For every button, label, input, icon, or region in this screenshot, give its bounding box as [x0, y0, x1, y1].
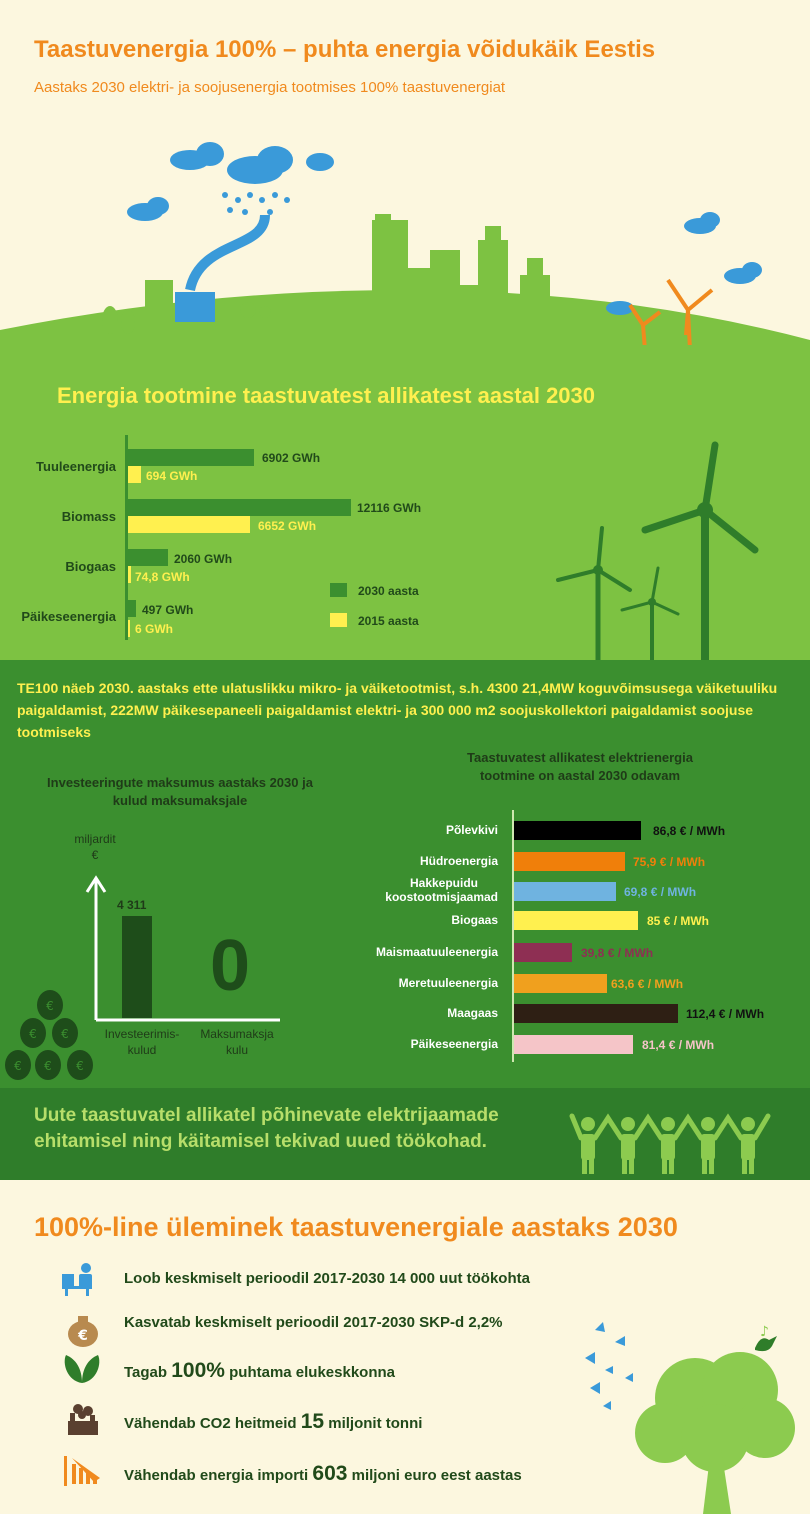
jobs-description: Uute taastuvatel allikatel põhinevate elektrijaamade ehitamisel ning käitamisel tekivad uued töökohad.: [34, 1105, 499, 1152]
svg-text:€: €: [76, 1059, 84, 1073]
page-subtitle: Aastaks 2030 elektri- ja soojusenergia tootmises 100% taastuvenergiat: [34, 79, 506, 96]
transition-title: 100%-line üleminek taastuvenergiale aastaks 2030: [34, 1212, 678, 1242]
transition-item-import: [124, 1462, 522, 1486]
value-2030-tuuleenergia: 6902 GWh: [262, 451, 321, 465]
city-skyline-illustration: [0, 140, 810, 350]
cost-value-paikeseenergia: 81,4 € / MWh: [642, 1038, 715, 1052]
transition-item-environment: [124, 1359, 395, 1383]
svg-text:€: €: [61, 1027, 69, 1041]
cost-value-biogaas: 85 € / MWh: [647, 914, 710, 928]
investment-unit-line2: €: [91, 848, 99, 862]
cost-label-biogaas: Biogaas: [451, 913, 498, 927]
people-holding-hands-icon: [568, 1112, 788, 1176]
cost-value-hudroenergia: 75,9 € / MWh: [633, 855, 706, 869]
factory-smoke-icon: [64, 1403, 102, 1437]
cost-label-meretuuleenergia: Meretuuleenergia: [398, 976, 498, 990]
cost-label-hakkepuidu: Hakkepuidu koostootmisjaamad: [385, 876, 498, 904]
transition-item-gdp: Kasvatab keskmiselt perioodil 2017-2030 SKP-d 2,2%: [124, 1314, 503, 1331]
bar-2015-tuuleenergia: [128, 466, 141, 483]
svg-text:€: €: [29, 1027, 37, 1041]
bar-2030-biomass: [128, 499, 351, 516]
cost-label-polevkivi: Põlevkivi: [445, 823, 498, 837]
money-bag-icon: [66, 1310, 100, 1348]
bar-2015-biogaas: [128, 566, 131, 583]
cost-value-meretuuleenergia: 63,6 € / MWh: [611, 977, 684, 991]
environment-big: 100%: [171, 1359, 225, 1382]
bar-2015-biomass: [128, 516, 250, 533]
cost-bar-maagaas: [514, 1004, 678, 1023]
decline-chart-icon: [64, 1454, 104, 1488]
investment-label-b-line2: kulu: [225, 1043, 248, 1057]
production-chart-title: Energia tootmine taastuvatest allikatest aastal 2030: [57, 383, 596, 408]
bar-2030-tuuleenergia: [128, 449, 254, 466]
cost-bar-biogaas: [514, 911, 638, 930]
co2-big: 15: [300, 1410, 325, 1433]
money-bags-icon: [0, 985, 100, 1090]
cost-value-hakkepuidu: 69,8 € / MWh: [624, 885, 697, 899]
value-2015-biogaas: 74,8 GWh: [135, 570, 190, 584]
cost-bar-maismaatuuleenergia: [514, 943, 572, 962]
investment-axes: [80, 870, 290, 1025]
investment-bar-value: 4 311: [117, 898, 147, 912]
office-worker-icon: [62, 1262, 100, 1296]
legend-2030-label: 2030 aasta: [358, 584, 419, 598]
investment-label-b-line1: Maksumaksja: [200, 1027, 274, 1041]
svg-text:€: €: [14, 1059, 22, 1073]
cost-value-polevkivi: 86,8 € / MWh: [653, 824, 726, 838]
category-paikeseenergia: Päikeseenergia: [21, 609, 116, 624]
taxpayer-cost-zero: 0: [210, 926, 251, 1006]
svg-text:€: €: [44, 1059, 52, 1073]
cost-bar-hudroenergia: [514, 852, 625, 871]
svg-text:€: €: [46, 999, 54, 1013]
transition-item-co2: [124, 1410, 422, 1434]
legend-2030-swatch: [330, 583, 347, 597]
tree-butterflies-illustration: [575, 1318, 810, 1514]
cost-bar-meretuuleenergia: [514, 974, 607, 993]
co2-pre: Vähendab CO2 heitmeid: [124, 1415, 297, 1432]
cost-label-maismaatuuleenergia: Maismaatuuleenergia: [375, 945, 498, 959]
value-2030-biogaas: 2060 GWh: [174, 552, 233, 566]
value-2030-paikeseenergia: 497 GWh: [142, 603, 194, 617]
value-2015-tuuleenergia: 694 GWh: [146, 469, 198, 483]
value-2030-biomass: 12116 GWh: [357, 501, 422, 515]
bar-2030-biogaas: [128, 549, 168, 566]
page-title: Taastuvenergia 100% – puhta energia võidukäik Eestis: [34, 36, 656, 63]
category-tuuleenergia: Tuuleenergia: [36, 459, 116, 474]
cost-chart-axis: [512, 810, 514, 1062]
cost-label-paikeseenergia: Päikeseenergia: [410, 1037, 498, 1051]
investment-label-a-line2: kulud: [127, 1043, 157, 1057]
cost-value-maismaatuuleenergia: 39,8 € / MWh: [581, 946, 654, 960]
investment-chart-title: Investeeringute maksumus aastaks 2030 ja kulud maksumaksjale: [47, 775, 313, 808]
legend-2015-swatch: [330, 613, 347, 627]
cost-bar-polevkivi: [514, 821, 641, 840]
cost-bar-paikeseenergia: [514, 1035, 633, 1054]
legend-2015-label: 2015 aasta: [358, 614, 419, 628]
cost-chart-title-line1: Taastuvatest allikatest elektrienergia: [467, 750, 693, 765]
transition-item-jobs: Loob keskmiselt perioodil 2017-2030 14 000 uut töökohta: [124, 1270, 530, 1287]
svg-text:€: €: [78, 1328, 88, 1344]
cost-chart-title-line2: tootmine on aastal 2030 odavam: [479, 768, 681, 783]
cost-value-maagaas: 112,4 € / MWh: [686, 1007, 765, 1021]
import-big: 603: [312, 1462, 348, 1485]
co2-post: miljonit tonni: [328, 1415, 423, 1432]
investment-label-a-line1: Investeerimis-: [104, 1027, 180, 1041]
category-biomass: Biomass: [61, 509, 116, 524]
svg-text:♪: ♪: [760, 1324, 769, 1340]
cost-bar-hakkepuidu: [514, 882, 616, 901]
environment-post: puhtama elukeskkonna: [229, 1364, 396, 1381]
value-2015-biomass: 6652 GWh: [258, 519, 317, 533]
leaves-icon: [62, 1353, 102, 1385]
bar-2030-paikeseenergia: [128, 600, 136, 617]
category-biogaas: Biogaas: [65, 559, 116, 574]
environment-pre: Tagab: [124, 1364, 168, 1381]
bar-2015-paikeseenergia: [128, 620, 130, 637]
investment-unit-line1: miljardit: [74, 832, 116, 846]
cost-chart-title: [420, 749, 740, 785]
cost-label-maagaas: Maagaas: [447, 1006, 498, 1020]
import-pre: Vähendab energia importi: [124, 1467, 309, 1484]
te100-description: TE100 näeb 2030. aastaks ette ulatuslikku mikro- ja väiketootmist, s.h. 4300 21,4MW koguvõimsusega väiketuuliku paigaldamist, 222MW päikesepaneeli paigaldamist elektri- ja 300 000 m2 soojuskollektori paigaldamist soojuse tootmiseks: [17, 680, 778, 740]
import-post: miljoni euro eest aastas: [351, 1467, 522, 1484]
cost-label-hudroenergia: Hüdroenergia: [419, 854, 498, 868]
value-2015-paikeseenergia: 6 GWh: [135, 622, 173, 636]
wind-turbines-illustration: [540, 440, 810, 660]
investment-bar: [122, 916, 152, 1018]
